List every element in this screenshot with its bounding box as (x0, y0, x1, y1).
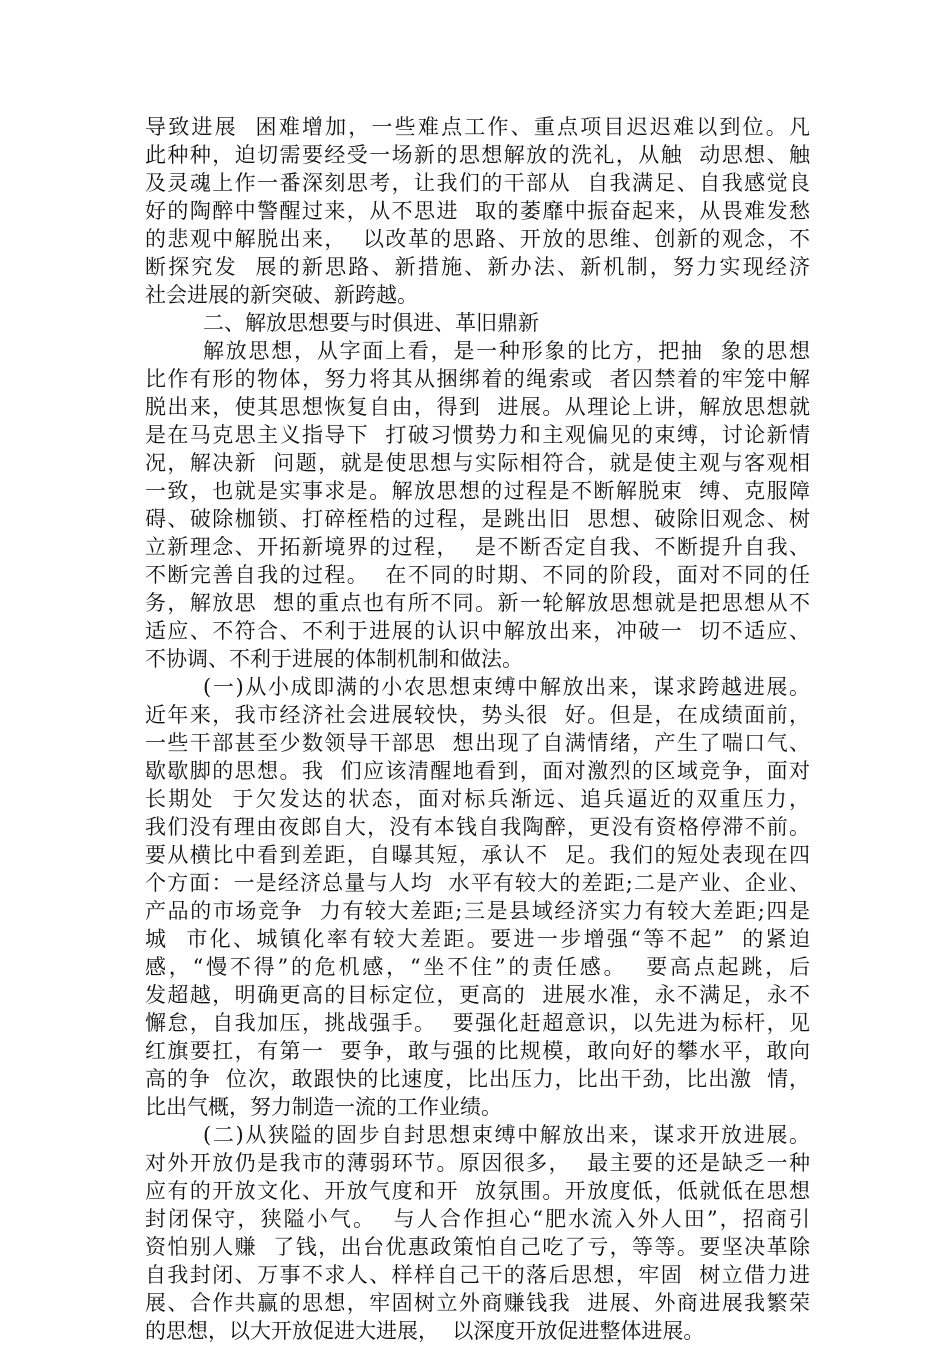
text-line: 脱出来，使其思想恢复自由，得到 进展。从理论上讲，解放思想就 (145, 395, 810, 419)
text-line: 比作有形的物体，努力将其从捆绑着的绳索或 者囚禁着的牢笼中解 (145, 367, 810, 391)
text-line: 我们没有理由夜郎自大，没有本钱自我陶醉，更没有资格停滞不前。 (145, 815, 810, 839)
text-line: 比出气概，努力制造一流的工作业绩。 (145, 1095, 502, 1119)
text-line: 高的争 位次，敢跟快的比速度，比出压力，比出干劲，比出激 情， (145, 1067, 810, 1091)
text-line: 发超越，明确更高的目标定位，更高的 进展水准，永不满足，永不 (145, 983, 810, 1007)
text-line: 适应、不符合、不利于进展的认识中解放出来，冲破一 切不适应、 (145, 619, 810, 643)
text-line: 一致，也就是实事求是。解放思想的过程是不断解脱束 缚、克服障 (145, 479, 810, 503)
text-line: 及灵魂上作一番深刻思考，让我们的干部从 自我满足、自我感觉良 (145, 171, 810, 195)
subsection-heading: (二)从狭隘的固步自封思想束缚中解放出来，谋求开放进展。 (203, 1123, 810, 1147)
text-line: 展、合作共赢的思想，牢固树立外商赚钱我 进展、外商进展我繁荣 (145, 1291, 810, 1315)
subsection-heading: (一)从小成即满的小农思想束缚中解放出来，谋求跨越进展。 (203, 675, 810, 699)
text-line: 长期处 于欠发达的状态，面对标兵渐远、追兵逼近的双重压力， (145, 787, 810, 811)
text-line: 应有的开放文化、开放气度和开 放氛围。开放度低，低就低在思想 (145, 1179, 810, 1203)
text-line: 一些干部甚至少数领导干部思 想出现了自满情绪，产生了喘口气、 (145, 731, 810, 755)
text-line: 是在马克思主义指导下 打破习惯势力和主观偏见的束缚，讨论新情 (145, 423, 810, 447)
text-line: 社会进展的新突破、新跨越。 (145, 283, 418, 307)
text-line: 近年来，我市经济社会进展较快，势头很 好。但是，在成绩面前， (145, 703, 810, 727)
section-heading: 二、解放思想要与时俱进、革旧鼎新 (203, 311, 539, 335)
text-line: 城 市化、城镇化率有较大差距。要进一步增强“等不起” 的紧迫 (145, 927, 810, 951)
text-line: 懈怠，自我加压，挑战强手。 要强化赶超意识，以先进为标杆，见 (145, 1011, 810, 1035)
text-line: 不断完善自我的过程。 在不同的时期、不同的阶段，面对不同的任 (145, 563, 810, 587)
text-line: 的思想，以大开放促进大进展， 以深度开放促进整体进展。 (145, 1319, 705, 1343)
text-line: 红旗要扛，有第一 要争，敢与强的比规模，敢向好的攀水平，敢向 (145, 1039, 810, 1063)
text-line: 解放思想，从字面上看，是一种形象的比方，把抽 象的思想 (203, 339, 810, 363)
text-line: 的悲观中解脱出来， 以改革的思路、开放的思维、创新的观念，不 (145, 227, 810, 251)
text-line: 产品的市场竞争 力有较大差距;三是县域经济实力有较大差距;四是 (145, 899, 810, 923)
text-line: 务，解放思 想的重点也有所不同。新一轮解放思想就是把思想从不 (145, 591, 810, 615)
text-line: 此种种，迫切需要经受一场新的思想解放的洗礼，从触 动思想、触 (145, 143, 810, 167)
text-line: 个方面：一是经济总量与人均 水平有较大的差距;二是产业、企业、 (145, 871, 810, 895)
text-line: 封闭保守，狭隘小气。 与人合作担心“肥水流入外人田”，招商引 (145, 1207, 810, 1231)
text-line: 要从横比中看到差距，自曝其短，承认不 足。我们的短处表现在四 (145, 843, 810, 867)
text-line: 不协调、不利于进展的体制机制和做法。 (145, 647, 523, 671)
text-line: 况，解决新 问题，就是使思想与实际相符合，就是使主观与客观相 (145, 451, 810, 475)
text-line: 断探究发 展的新思路、新措施、新办法、新机制，努力实现经济 (145, 255, 810, 279)
text-line: 碍、破除枷锁、打碎桎梏的过程，是跳出旧 思想、破除旧观念、树 (145, 507, 810, 531)
text-line: 感，“慢不得”的危机感，“坐不住”的责任感。 要高点起跳，后 (145, 955, 810, 979)
text-line: 好的陶醉中警醒过来，从不思进 取的萎靡中振奋起来，从畏难发愁 (145, 199, 810, 223)
text-line: 资怕别人赚 了钱，出台优惠政策怕自己吃了亏，等等。要坚决革除 (145, 1235, 810, 1259)
text-line: 对外开放仍是我市的薄弱环节。原因很多， 最主要的还是缺乏一种 (145, 1151, 810, 1175)
text-line: 歇歇脚的思想。我 们应该清醒地看到，面对激烈的区域竞争，面对 (145, 759, 810, 783)
text-line: 自我封闭、万事不求人、样样自己干的落后思想，牢固 树立借力进 (145, 1263, 810, 1287)
text-line: 立新理念、开拓新境界的过程， 是不断否定自我、不断提升自我、 (145, 535, 810, 559)
text-line: 导致进展 困难增加，一些难点工作、重点项目迟迟难以到位。凡 (145, 115, 810, 139)
